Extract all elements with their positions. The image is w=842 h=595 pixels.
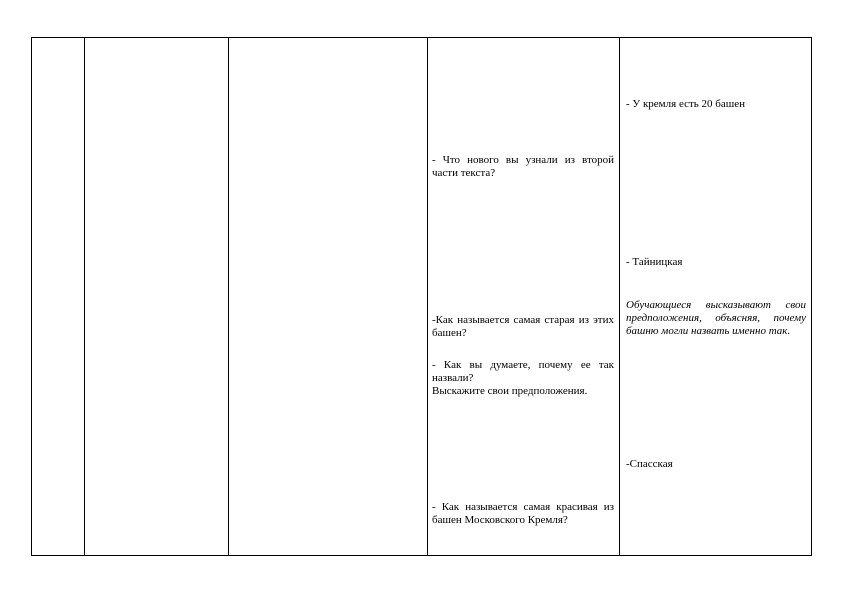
answer-20-towers: - У кремля есть 20 башен bbox=[626, 98, 746, 110]
column-divider-4 bbox=[619, 38, 620, 555]
answer-spasskaya: -Спасская bbox=[626, 458, 673, 470]
question-most-beautiful-tower: - Как называется самая красивая из башен Московского Кремля? bbox=[432, 501, 614, 526]
column-divider-3 bbox=[427, 38, 428, 555]
question-new-info: - Что нового вы узнали из второй части текста? bbox=[432, 154, 614, 179]
instruction-guesses: Выскажите свои предположения. bbox=[432, 385, 588, 397]
question-why-named: - Как вы думаете, почему ее так назвали? bbox=[432, 359, 614, 384]
lesson-table bbox=[31, 37, 812, 556]
question-oldest-tower: -Как называется самая старая из этих башен? bbox=[432, 314, 614, 339]
students-guess-note: Обучающиеся высказывают свои предположения, объясняя, почему башню могли назвать именно так. bbox=[626, 299, 806, 337]
column-divider-2 bbox=[228, 38, 229, 555]
answer-tainitskaya: - Тайницкая bbox=[626, 256, 683, 268]
column-divider-1 bbox=[84, 38, 85, 555]
